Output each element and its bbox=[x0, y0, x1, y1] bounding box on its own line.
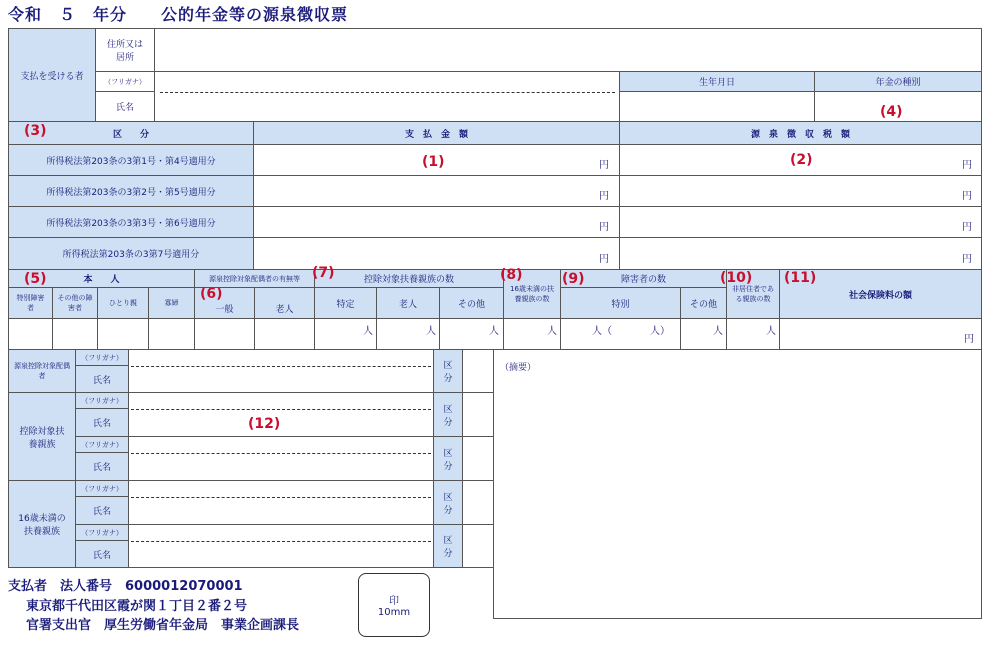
stamp-label: 印 bbox=[389, 596, 399, 607]
tax-field-4[interactable] bbox=[619, 237, 982, 270]
specific-header: 特定 bbox=[314, 287, 377, 319]
name-label: 氏名 bbox=[75, 452, 129, 481]
single-parent-field[interactable] bbox=[97, 318, 149, 350]
widow-field[interactable] bbox=[148, 318, 195, 350]
marker-1: (1) bbox=[422, 154, 445, 170]
special-disabled-header: 特別障害者 bbox=[8, 287, 53, 319]
stamp-box bbox=[358, 573, 430, 637]
person-unit: 人 bbox=[363, 326, 373, 337]
self-header: 本 人 bbox=[8, 269, 195, 288]
furigana-label: （フリガナ） bbox=[75, 480, 129, 497]
payment-header: 支 払 金 額 bbox=[253, 121, 620, 145]
under16-header: 16歳未満の扶養親族の数 bbox=[503, 269, 561, 319]
nonresident-header: 非居住者である親族の数 bbox=[726, 269, 780, 319]
marker-6: (6) bbox=[200, 286, 223, 302]
yen-unit: 円 bbox=[599, 160, 609, 171]
spouse-header: 源泉控除対象配偶者の有無等 bbox=[194, 269, 315, 288]
marker-2: (2) bbox=[790, 152, 813, 168]
single-parent-header: ひとり親 bbox=[97, 287, 149, 319]
furigana-divider bbox=[131, 541, 431, 542]
furigana-divider bbox=[131, 409, 431, 410]
marker-4: (4) bbox=[880, 104, 903, 120]
tax-field-3[interactable] bbox=[619, 206, 982, 238]
furigana-divider bbox=[131, 453, 431, 454]
furigana-label: （フリガナ） bbox=[75, 392, 129, 409]
amount-row-4-label: 所得税法第203条の3第7号適用分 bbox=[8, 237, 254, 270]
person-unit-close: 人） bbox=[650, 326, 670, 337]
spouse-section-label: 源泉控除対象配偶者 bbox=[8, 349, 76, 393]
person-unit-open: 人（ bbox=[592, 326, 612, 337]
kubun-label: 区分 bbox=[433, 392, 463, 437]
furigana-label: （フリガナ） bbox=[75, 524, 129, 541]
kubun-field[interactable] bbox=[462, 392, 494, 437]
remarks-field[interactable] bbox=[493, 349, 982, 619]
special-disabled-field[interactable] bbox=[8, 318, 53, 350]
yen-unit: 円 bbox=[964, 334, 974, 345]
marker-5: (5) bbox=[24, 271, 47, 287]
stamp-size: 10mm bbox=[377, 607, 411, 618]
kubun-label: 区分 bbox=[433, 349, 463, 393]
amount-row-1-label: 所得税法第203条の3第1号・第4号適用分 bbox=[8, 144, 254, 176]
family-name-field[interactable] bbox=[128, 349, 434, 393]
furigana-divider bbox=[131, 366, 431, 367]
payment-field-2[interactable] bbox=[253, 175, 620, 207]
general-field[interactable] bbox=[194, 318, 255, 350]
pension-type-label: 年金の種別 bbox=[814, 71, 982, 92]
other-disabled-header: その他の障害者 bbox=[52, 287, 98, 319]
yen-unit: 円 bbox=[599, 254, 609, 265]
amount-row-3-label: 所得税法第203条の3第3号・第6号適用分 bbox=[8, 206, 254, 238]
person-unit: 人 bbox=[489, 326, 499, 337]
general-header: 一般 bbox=[194, 287, 255, 319]
dependents-header: 控除対象扶養親族の数 bbox=[314, 269, 504, 288]
marker-11: (11) bbox=[784, 270, 817, 286]
furigana-divider bbox=[160, 92, 615, 93]
kubun-field[interactable] bbox=[462, 349, 494, 393]
furigana-label: （フリガナ） bbox=[75, 436, 129, 453]
payer-line-1: 支払者 法人番号 6000012070001 bbox=[8, 579, 243, 594]
elderly-header: 老人 bbox=[254, 287, 315, 319]
person-unit: 人 bbox=[713, 326, 723, 337]
tax-header: 源 泉 徴 収 税 額 bbox=[619, 121, 982, 145]
recipient-label: 支払を受ける者 bbox=[8, 28, 96, 122]
birthdate-label: 生年月日 bbox=[619, 71, 815, 92]
birthdate-field[interactable] bbox=[619, 91, 815, 122]
name-label: 氏名 bbox=[75, 365, 129, 393]
yen-unit: 円 bbox=[599, 222, 609, 233]
elderly-field[interactable] bbox=[254, 318, 315, 350]
form-title: 令和 ５ 年分 公的年金等の源泉徴収票 bbox=[8, 5, 349, 24]
marker-3: (3) bbox=[24, 123, 47, 139]
marker-9: (9) bbox=[562, 271, 585, 287]
social-insurance-field[interactable] bbox=[779, 318, 982, 350]
marker-12: (12) bbox=[248, 416, 281, 432]
amount-row-2-label: 所得税法第203条の3第2号・第5号適用分 bbox=[8, 175, 254, 207]
person-unit: 人 bbox=[426, 326, 436, 337]
tax-field-2[interactable] bbox=[619, 175, 982, 207]
disabled-count-header: 障害者の数 bbox=[560, 269, 727, 288]
family-name-field[interactable] bbox=[128, 436, 434, 481]
person-unit: 人 bbox=[547, 326, 557, 337]
address-label: 住所又は居所 bbox=[95, 28, 155, 72]
family-name-field[interactable] bbox=[128, 480, 434, 525]
yen-unit: 円 bbox=[962, 160, 972, 171]
name-label: 氏名 bbox=[75, 496, 129, 525]
name-field[interactable] bbox=[154, 71, 620, 122]
name-label: 氏名 bbox=[75, 540, 129, 568]
kubun-label: 区分 bbox=[433, 480, 463, 525]
address-field[interactable] bbox=[154, 28, 982, 72]
kubun-label: 区分 bbox=[433, 524, 463, 568]
payer-address: 東京都千代田区霞が関１丁目２番２号 bbox=[26, 599, 248, 614]
name-label: 氏名 bbox=[75, 408, 129, 437]
kubun-field[interactable] bbox=[462, 436, 494, 481]
kubun-field[interactable] bbox=[462, 480, 494, 525]
furigana-label: （フリガナ） bbox=[75, 349, 129, 366]
elderly2-header: 老人 bbox=[376, 287, 440, 319]
furigana-divider bbox=[131, 497, 431, 498]
widow-header: 寡婦 bbox=[148, 287, 195, 319]
kubun-field[interactable] bbox=[462, 524, 494, 568]
yen-unit: 円 bbox=[962, 254, 972, 265]
payment-field-4[interactable] bbox=[253, 237, 620, 270]
marker-7: (7) bbox=[312, 265, 335, 281]
family-name-field[interactable] bbox=[128, 392, 434, 437]
yen-unit: 円 bbox=[962, 191, 972, 202]
dependents-section-label: 控除対象扶養親族 bbox=[8, 392, 76, 481]
marker-10: (10) bbox=[720, 270, 753, 286]
person-unit: 人 bbox=[766, 326, 776, 337]
furigana-label: （フリガナ） bbox=[95, 71, 155, 92]
marker-8: (8) bbox=[500, 267, 523, 283]
family-name-field[interactable] bbox=[128, 524, 434, 568]
under16-section-label: 16歳未満の扶養親族 bbox=[8, 480, 76, 568]
special-header: 特別 bbox=[560, 287, 681, 319]
yen-unit: 円 bbox=[599, 191, 609, 202]
payer-officer: 官署支出官 厚生労働省年金局 事業企画課長 bbox=[26, 618, 300, 633]
social-insurance-header: 社会保険料の額 bbox=[779, 269, 982, 319]
payment-field-3[interactable] bbox=[253, 206, 620, 238]
other-header: その他 bbox=[439, 287, 504, 319]
yen-unit: 円 bbox=[962, 222, 972, 233]
remarks-label: （摘要） bbox=[500, 363, 537, 373]
other-disabled-field[interactable] bbox=[52, 318, 98, 350]
category-header: 区 分 bbox=[8, 121, 254, 145]
other2-header: その他 bbox=[680, 287, 727, 319]
kubun-label: 区分 bbox=[433, 436, 463, 481]
name-label: 氏名 bbox=[95, 91, 155, 122]
